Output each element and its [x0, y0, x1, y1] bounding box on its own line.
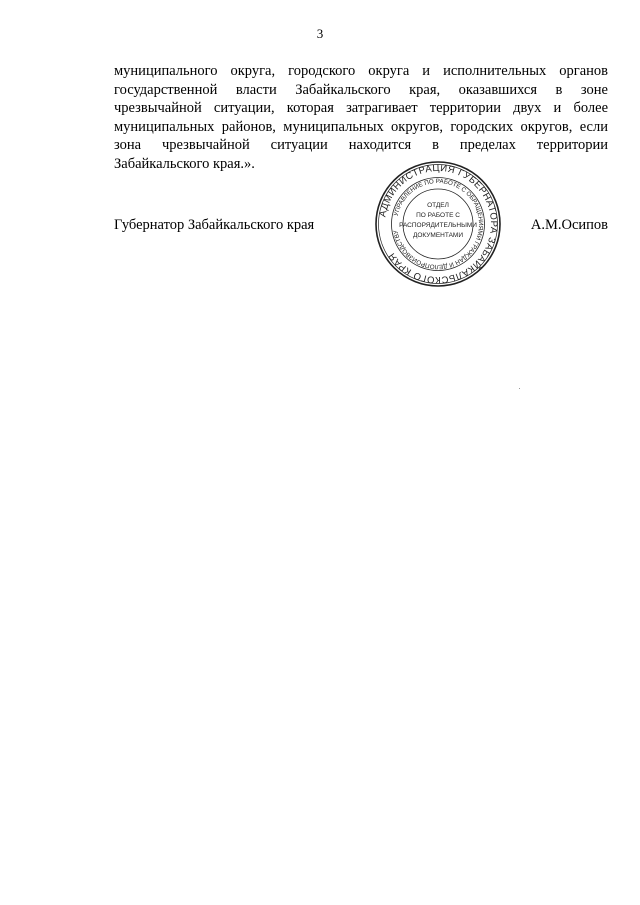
scan-speck [519, 388, 520, 389]
seal-center-line: ОТДЕЛ [427, 202, 449, 209]
body-line: чрезвычайной ситуации, которая затрагивает территории двух и более [114, 100, 608, 116]
seal-center-line: ДОКУМЕНТАМИ [412, 232, 464, 239]
body-line: Забайкальского края.». [114, 155, 255, 172]
body-line: муниципальных районов, муниципальных округов, городских округов, если [114, 118, 608, 135]
body-line: муниципального округа, городского округа и исполнительных органов [114, 63, 608, 79]
seal-outer-text: АДМИНИСТРАЦИЯ ГУБЕРНАТОРА ЗАБАЙКАЛЬСКОГО КРАЯ [377, 162, 500, 286]
body-line: зона чрезвычайной ситуации находится в пределах территории [114, 137, 608, 153]
seal-center-line: РАСПОРЯДИТЕЛЬНЫМИ [399, 222, 477, 229]
seal-center-line: ПО РАБОТЕ С [416, 212, 460, 219]
official-seal-stamp [374, 160, 502, 288]
body-line: государственной власти Забайкальского края, оказавшихся в зоне [114, 81, 608, 98]
signatory-name: А.М.Осипов [530, 217, 608, 233]
seal-inner-text: УПРАВЛЕНИЕ ПО РАБОТЕ С ОБРАЩЕНИЯМИ ГРАЖДАН И ДЕЛОПРОИЗВОДСТВУ [392, 177, 485, 271]
signatory-title: Губернатор Забайкальского края [114, 217, 315, 233]
page-number: 3 [316, 26, 324, 41]
body-text [114, 62, 608, 173]
